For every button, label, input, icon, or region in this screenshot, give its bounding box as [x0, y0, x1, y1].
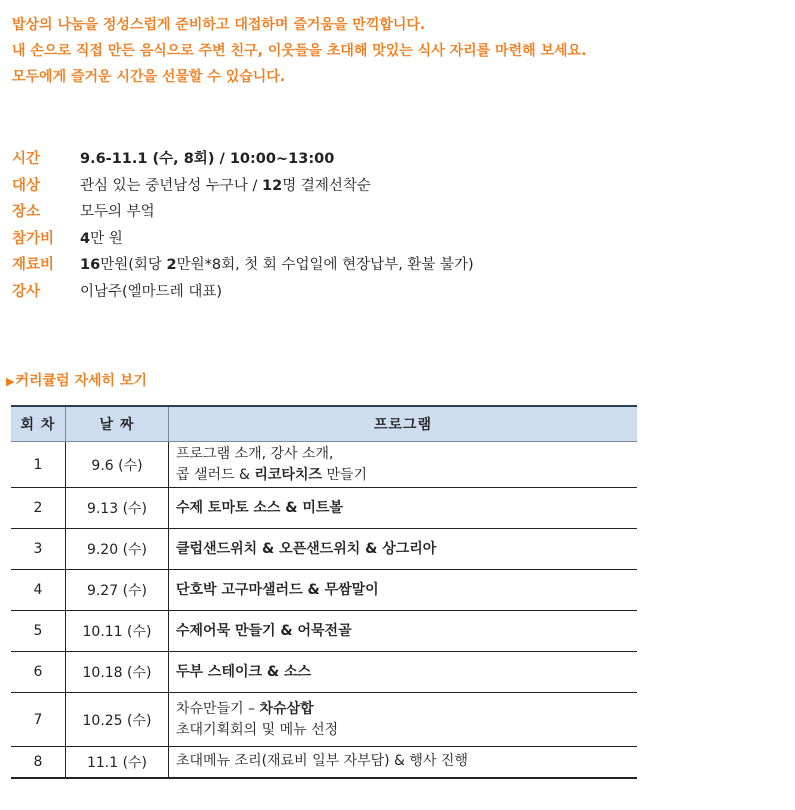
- table-header-row: [11, 406, 637, 442]
- table-row: [11, 529, 637, 570]
- info-teacher-value: 이남주(엘마드레 대표): [80, 283, 222, 300]
- intro-line-3: 모두에게 즐거운 시간을 선물할 수 있습니다.: [12, 69, 286, 85]
- table-row: [11, 747, 637, 778]
- row-program: [169, 693, 638, 747]
- info-teacher-label: 강사: [12, 283, 41, 300]
- course-info: [12, 146, 474, 305]
- info-place: [12, 199, 474, 226]
- row-round: 3: [11, 529, 66, 570]
- info-fee-number: 4: [80, 230, 91, 247]
- curriculum-title: 커리큘럼 자세히 보기: [15, 373, 147, 389]
- header-program: 프로그램: [169, 406, 638, 442]
- info-target: [12, 173, 474, 200]
- info-material-label: 재료비: [12, 257, 55, 273]
- header-date: 날 짜: [66, 406, 169, 442]
- program-text: 만들기: [322, 466, 368, 483]
- info-place-label: 장소: [12, 204, 41, 220]
- info-material-text-2: 만원*8회, 첫 회 수업일에 현장납부, 환불 불가): [176, 257, 474, 273]
- triangle-right-icon: ▶: [6, 375, 15, 388]
- intro-line-1: 밥상의 나눔을 정성스럽게 준비하고 대접하며 즐거움을 만끽합니다.: [12, 17, 426, 33]
- curriculum-table: [11, 405, 637, 779]
- row-program: 클럽샌드위치 & 오픈샌드위치 & 상그리아: [169, 529, 638, 570]
- row-date: 9.20 (수): [66, 529, 169, 570]
- program-line: [176, 699, 637, 720]
- program-text: 콥 샐러드 &: [176, 466, 255, 483]
- row-program: 수제 토마토 소스 & 미트볼: [169, 488, 638, 529]
- info-fee-label: 참가비: [12, 230, 55, 247]
- curriculum-toggle[interactable]: [6, 370, 147, 390]
- info-fee-unit: 만 원: [90, 230, 123, 247]
- row-round: 4: [11, 570, 66, 611]
- program-text: 차슈만들기 –: [176, 700, 260, 717]
- row-date: 10.18 (수): [66, 652, 169, 693]
- program-text-bold: 차슈삼합: [259, 700, 314, 717]
- row-date: 9.6 (수): [66, 442, 169, 488]
- info-time-label: 시간: [12, 151, 41, 167]
- program-line: 초대기획회의 및 메뉴 선정: [176, 721, 339, 738]
- header-round: 회 차: [11, 406, 66, 442]
- row-program: 초대메뉴 조리(재료비 일부 자부담) & 행사 진행: [169, 747, 638, 778]
- info-fee: [12, 226, 474, 253]
- info-material-number: 16: [80, 257, 101, 273]
- program-text-bold: 리코타치즈: [254, 466, 322, 483]
- row-round: 2: [11, 488, 66, 529]
- intro-text: [12, 12, 586, 90]
- info-target-value: [80, 173, 371, 200]
- table-row: [11, 570, 637, 611]
- row-date: 10.25 (수): [66, 693, 169, 747]
- row-program: 수제어묵 만들기 & 어묵전골: [169, 611, 638, 652]
- info-target-label: 대상: [12, 177, 41, 194]
- row-program: [169, 442, 638, 488]
- row-date: 11.1 (수): [66, 747, 169, 778]
- row-date: 9.13 (수): [66, 488, 169, 529]
- table-row: [11, 488, 637, 529]
- intro-line-2: 내 손으로 직접 만든 음식으로 주변 친구, 이웃들을 초대해 맛있는 식사 자리를 마련해 보세요.: [12, 43, 587, 59]
- program-line: 프로그램 소개, 강사 소개,: [176, 445, 334, 462]
- info-time: [12, 146, 474, 173]
- row-round: 7: [11, 693, 66, 747]
- info-target-text: 관심 있는 중년남성 누구나 /: [80, 177, 263, 194]
- info-target-suffix: 명 결제선착순: [282, 177, 371, 194]
- table-row: [11, 611, 637, 652]
- info-fee-value: [80, 226, 123, 253]
- row-round: 5: [11, 611, 66, 652]
- row-date: 10.11 (수): [66, 611, 169, 652]
- info-material-value: [80, 252, 474, 279]
- info-time-value: 9.6-11.1 (수, 8회) / 10:00~13:00: [80, 151, 335, 167]
- table-row: [11, 442, 637, 488]
- row-date: 9.27 (수): [66, 570, 169, 611]
- row-round: 8: [11, 747, 66, 778]
- info-material-text-1: 만원(회당: [100, 257, 167, 273]
- row-program: 두부 스테이크 & 소스: [169, 652, 638, 693]
- row-round: 6: [11, 652, 66, 693]
- row-program: 단호박 고구마샐러드 & 무쌈말이: [169, 570, 638, 611]
- info-material-number-2: 2: [166, 257, 177, 273]
- info-teacher: [12, 279, 474, 306]
- program-line: [176, 465, 637, 486]
- row-round: 1: [11, 442, 66, 488]
- info-target-number: 12: [262, 177, 283, 194]
- table-row: [11, 693, 637, 747]
- info-place-value: 모두의 부엌: [80, 204, 155, 220]
- table-row: [11, 652, 637, 693]
- info-material: [12, 252, 474, 279]
